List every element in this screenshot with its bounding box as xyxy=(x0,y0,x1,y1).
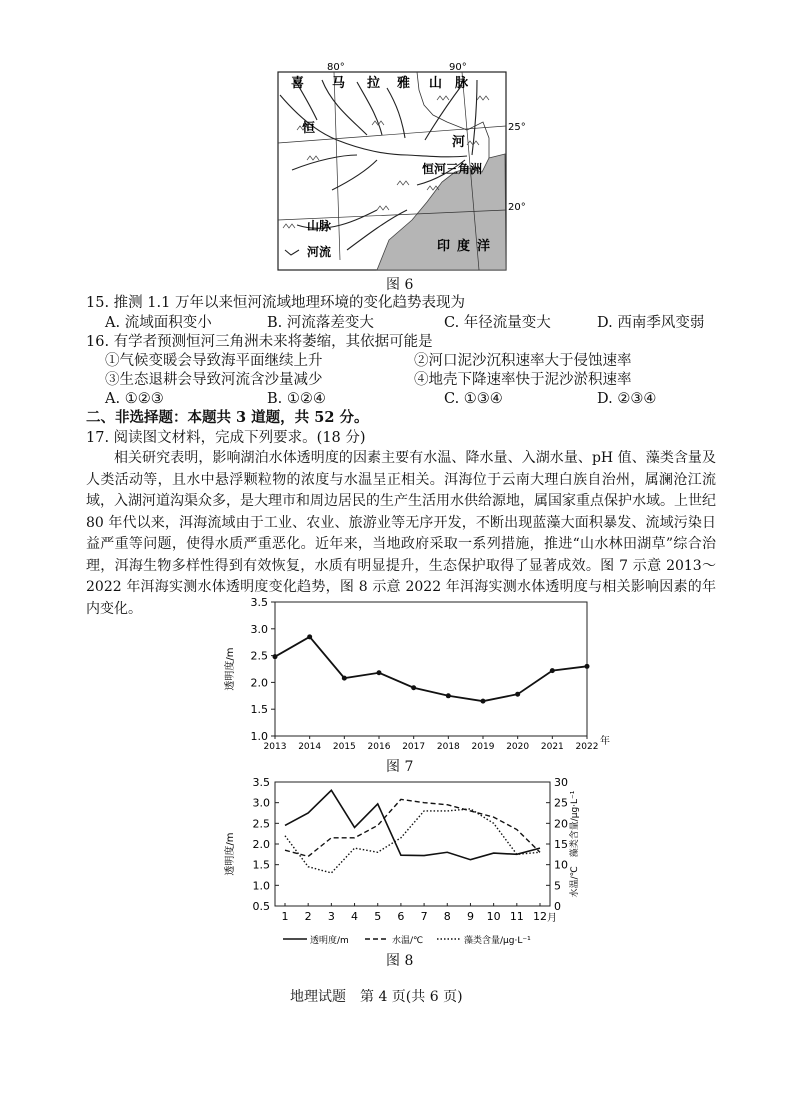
fig8-ytick-label-right: 0 xyxy=(554,900,561,913)
fig8-ytick-label-right: 20 xyxy=(554,817,568,831)
svg-text:喜: 喜 xyxy=(291,76,305,91)
fig8-ytick-label-right: 5 xyxy=(554,879,561,893)
fig7-data-point xyxy=(585,664,590,669)
fig7-xtick-label: 2015 xyxy=(332,742,356,752)
fig8-xtick-label: 5 xyxy=(374,910,382,923)
q16-stem: 16. 有学者预测恒河三角洲未来将萎缩，其依据可能是 xyxy=(86,334,433,350)
q15-option-b: B. 河流落差变大 xyxy=(267,315,374,331)
fig7-data-point xyxy=(550,668,555,673)
lat-label-20: 20° xyxy=(508,202,526,213)
fig8-xtick-label: 6 xyxy=(397,910,405,923)
q15-option-d: D. 西南季风变弱 xyxy=(597,315,705,331)
q16-option-b: B. ①②④ xyxy=(267,391,326,407)
fig8-ytick-label-left: 3.5 xyxy=(252,776,270,789)
fig8-caption: 图 8 xyxy=(386,953,414,969)
svg-text:马: 马 xyxy=(332,76,346,91)
fig7-data-point xyxy=(342,676,347,681)
fig7-plot-frame xyxy=(275,602,587,736)
q17-material-paragraph: 相关研究表明，影响湖泊水体透明度的因素主要有水温、降水量、入湖水量、pH 值、藻类含量及人类活动等，且水中悬浮颗粒物的浓度与水温呈正相关。洱海位于云南大理白族自治州，属澜沧江流域，入湖河道沟渠众多，是大理市和周边居民的生产生活用水供给源地，属国家重点保护水域。上世纪 80 年代以来，洱海流域由于工业、农业、旅游业等无序开发，不断出现蓝藻大面积暴发、流域污染日益严重等问题，使得水质严重恶化。近年来，当地政府采取一系列措施，推进“山水林田湖草”综合治理，洱海生物多样性得到有效恢复，水质有明显提升，生态保护取得了显著成效。图 7 示意 2013～2022 年洱海实测水体透明度变化趋势，图 8 示意 2022 年洱海实测水体透明度与相关影响因素的年内变化。 xyxy=(86,450,716,617)
delta-label: 恒河三角洲 xyxy=(422,162,483,176)
fig7-ytick-label: 3.0 xyxy=(250,622,268,636)
fig7-ytick-label: 1.5 xyxy=(250,703,268,717)
fig8-xunit: 月 xyxy=(547,913,557,924)
svg-text:山: 山 xyxy=(429,76,443,91)
fig8-xtick-label: 12 xyxy=(533,910,547,923)
svg-text:洋: 洋 xyxy=(477,239,491,254)
fig7-caption: 图 7 xyxy=(386,759,414,775)
fig7-ylabel: 透明度/m xyxy=(225,647,236,691)
fig7-xtick-label: 2022 xyxy=(575,742,599,752)
fig8-xtick-label: 4 xyxy=(351,910,359,923)
q16-option-d: D. ②③④ xyxy=(597,391,657,407)
q16-item-1: ①气候变暖会导致海平面继续上升 xyxy=(105,353,323,369)
fig8-ylabel-left: 透明度/m xyxy=(225,832,236,876)
fig8-xtick-label: 3 xyxy=(327,910,335,923)
fig7-xtick-label: 2021 xyxy=(540,742,564,752)
q17-stem: 17. 阅读图文材料，完成下列要求。(18 分) xyxy=(86,430,366,446)
fig8-plot-frame xyxy=(275,782,550,906)
q15-option-a: A. 流域面积变小 xyxy=(105,315,212,331)
fig8-ylabel-right: 水温/℃ 藻类含量/μg·L⁻¹ xyxy=(570,790,580,898)
fig8-ytick-label-left: 1.5 xyxy=(252,858,270,872)
svg-text:印: 印 xyxy=(437,239,451,254)
fig8-watertemp-line xyxy=(285,799,540,856)
svg-text:拉: 拉 xyxy=(367,76,381,91)
fig8-ytick-label-right: 25 xyxy=(554,796,568,810)
svg-text:脉: 脉 xyxy=(455,76,469,91)
section-2-heading: 二、非选择题：本题共 3 道题，共 52 分。 xyxy=(86,409,369,426)
fig8-legend xyxy=(283,934,531,946)
fig7-ytick-label: 2.5 xyxy=(250,649,268,663)
q15-stem: 15. 推测 1.1 万年以来恒河流域地理环境的变化趋势表现为 xyxy=(86,295,465,311)
fig7-data-point xyxy=(307,634,312,639)
fig8-ytick-label-left: 2.5 xyxy=(252,817,270,831)
figure-7-chart xyxy=(225,594,620,754)
fig8-ytick-label-left: 1.0 xyxy=(252,879,270,893)
fig7-xtick-label: 2017 xyxy=(402,742,426,752)
fig7-xtick-label: 2016 xyxy=(367,742,391,752)
page-footer: 地理试题 第 4 页(共 6 页) xyxy=(290,989,463,1005)
fig8-ytick-label-right: 30 xyxy=(554,776,568,789)
fig7-data-point xyxy=(377,670,382,675)
fig8-xtick-label: 1 xyxy=(281,910,289,923)
fig8-xtick-label: 2 xyxy=(304,910,312,923)
fig8-ytick-label-right: 10 xyxy=(554,858,568,872)
fig8-algae-line xyxy=(285,809,540,873)
lon-label-90: 90° xyxy=(449,62,467,73)
legend-mountain-label: 山脉 xyxy=(307,219,332,233)
fig8-ytick-label-left: 0.5 xyxy=(252,900,270,913)
fig8-ytick-label-left: 3.0 xyxy=(252,796,270,810)
fig7-data-point xyxy=(273,654,278,659)
fig7-series-line xyxy=(275,637,587,701)
fig7-xtick-label: 2020 xyxy=(506,742,530,752)
fig7-data-point xyxy=(515,692,520,697)
legend-algae-label: 藻类含量/μg·L⁻¹ xyxy=(464,936,531,946)
fig7-data-point xyxy=(446,693,451,698)
legend-river-label: 河流 xyxy=(307,245,332,259)
fig7-ytick-label: 2.0 xyxy=(250,676,268,690)
fig8-ytick-label-right: 15 xyxy=(554,838,568,851)
q16-item-2: ②河口泥沙沉积速率大于侵蚀速率 xyxy=(414,353,632,369)
fig8-xtick-label: 8 xyxy=(443,910,451,923)
q16-item-4: ④地壳下降速率快于泥沙淤积速率 xyxy=(414,372,632,388)
fig8-xtick-label: 9 xyxy=(466,910,474,923)
fig7-xtick-label: 2013 xyxy=(263,742,287,752)
river-label-he: 河 xyxy=(452,135,466,150)
legend-watertemp-label: 水温/℃ xyxy=(392,936,424,946)
svg-text:度: 度 xyxy=(457,239,471,254)
fig7-xtick-label: 2014 xyxy=(298,742,322,752)
fig8-xtick-label: 11 xyxy=(509,910,524,923)
q16-option-a: A. ①②③ xyxy=(105,391,164,407)
q16-option-c: C. ①③④ xyxy=(444,391,503,407)
fig8-xtick-label: 10 xyxy=(486,910,501,923)
legend-transparency-label: 透明度/m xyxy=(310,936,349,946)
fig6-caption: 图 6 xyxy=(386,277,414,293)
fig7-ytick-label: 1.0 xyxy=(250,730,268,743)
fig7-xtick-label: 2018 xyxy=(436,742,460,752)
ocean-label xyxy=(437,238,490,254)
fig7-ytick-label: 3.5 xyxy=(250,596,268,609)
q16-item-3: ③生态退耕会导致河流含沙量减少 xyxy=(105,372,323,388)
q15-option-c: C. 年径流量变大 xyxy=(444,315,551,331)
svg-text:雅: 雅 xyxy=(397,76,411,91)
ganges-map xyxy=(277,60,527,272)
fig7-xtick-label: 2019 xyxy=(471,742,495,752)
fig7-data-point xyxy=(481,699,486,704)
fig8-ytick-label-left: 2.0 xyxy=(252,838,270,851)
fig8-xtick-label: 7 xyxy=(420,910,428,923)
figure-8-chart xyxy=(225,774,585,949)
lat-label-25: 25° xyxy=(508,122,526,133)
fig7-data-point xyxy=(411,685,416,690)
lon-label-80: 80° xyxy=(327,62,345,73)
river-label-heng: 恒 xyxy=(302,121,316,136)
fig7-xunit: 年 xyxy=(600,736,610,747)
